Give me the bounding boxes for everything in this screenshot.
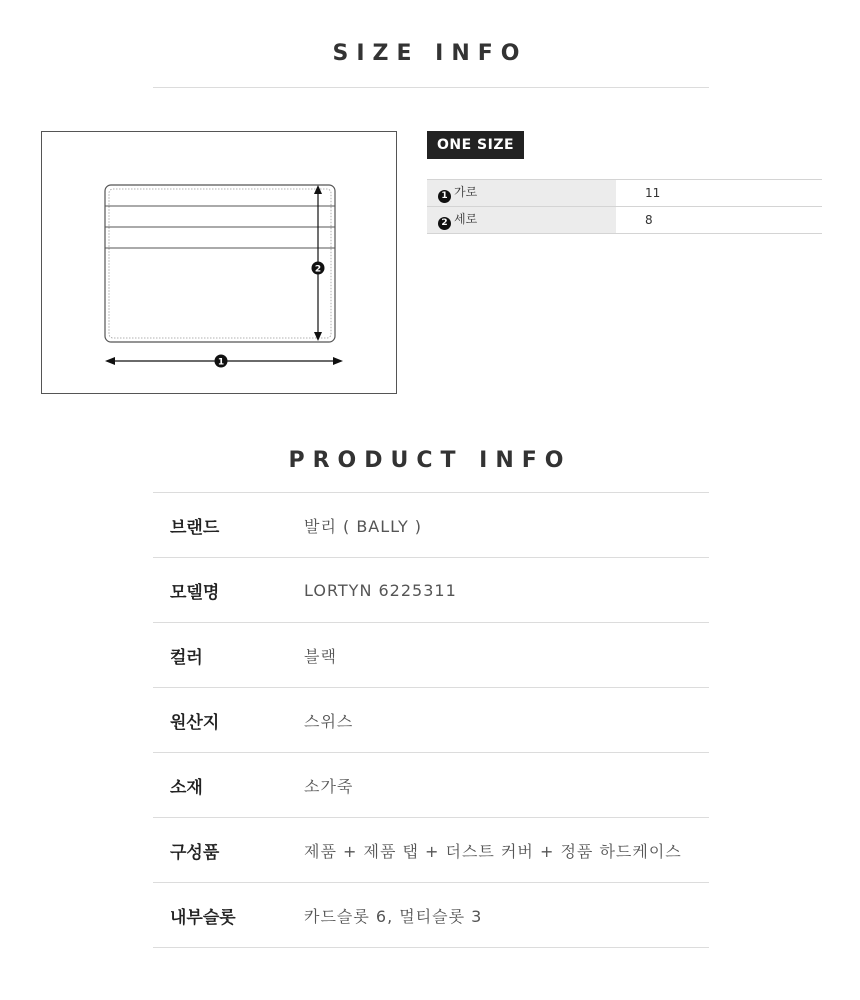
size-info-divider: [153, 87, 709, 88]
measurement-label: 가로: [454, 185, 478, 199]
info-value: 소가죽: [304, 776, 354, 796]
height-marker-badge: [312, 262, 325, 275]
product-info-row-color: [153, 622, 709, 687]
width-marker-number: 1: [217, 357, 225, 368]
size-measurement-table: [427, 179, 822, 234]
measurement-label: 세로: [454, 212, 478, 226]
info-label: 컬러: [170, 647, 203, 668]
height-marker-icon: 2: [438, 217, 451, 230]
width-marker-icon: 1: [438, 190, 451, 203]
info-label: 내부슬롯: [170, 907, 236, 928]
info-value: 카드슬롯 6, 멀티슬롯 3: [304, 906, 483, 926]
card-holder-stitching: [109, 189, 331, 338]
info-label: 브랜드: [170, 517, 220, 538]
measurement-label-cell: [427, 207, 616, 234]
info-label: 소재: [170, 777, 203, 798]
product-info-list: [153, 492, 709, 948]
info-value: 스위스: [304, 711, 354, 731]
product-info-row-model: [153, 557, 709, 622]
width-marker-badge: [215, 355, 228, 368]
measurement-value: 11: [616, 180, 822, 207]
card-holder-size-diagram: [41, 131, 397, 394]
height-marker-number: 2: [314, 264, 322, 275]
card-holder-outline-drawing: [42, 132, 398, 395]
product-info-row-origin: [153, 687, 709, 752]
info-label: 모델명: [170, 582, 220, 603]
size-info-title: SIZE INFO: [332, 41, 528, 66]
info-label: 구성품: [170, 842, 220, 863]
info-label: 원산지: [170, 712, 220, 733]
measurement-label-cell: [427, 180, 616, 207]
measurement-row-width: [427, 180, 822, 207]
info-value: LORTYN 6225311: [304, 580, 457, 600]
measurement-value: 8: [616, 207, 822, 234]
info-value: 블랙: [304, 646, 337, 666]
product-info-row-brand: [153, 492, 709, 557]
product-info-row-material: [153, 752, 709, 817]
card-holder-body: [105, 185, 335, 342]
info-value: 발리 ( BALLY ): [304, 516, 423, 536]
product-info-row-slots: [153, 882, 709, 948]
product-info-row-components: [153, 817, 709, 882]
product-info-title: PRODUCT INFO: [288, 448, 572, 473]
measurement-row-height: [427, 207, 822, 234]
info-value: 제품 + 제품 탭 + 더스트 커버 + 정품 하드케이스: [304, 841, 682, 861]
one-size-badge: ONE SIZE: [427, 131, 524, 159]
